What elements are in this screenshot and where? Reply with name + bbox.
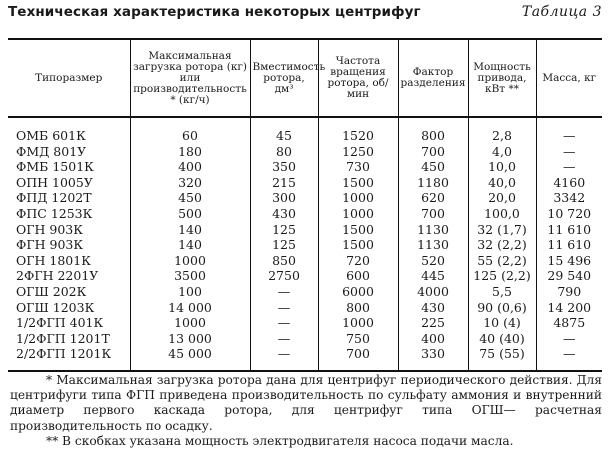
- cell-mass: 3342: [536, 190, 602, 206]
- col-header-capacity: Вместимость ротора, дм³: [250, 39, 318, 117]
- cell-separation-factor: 620: [398, 190, 468, 206]
- table-row: [8, 253, 602, 269]
- table-row: [8, 190, 602, 206]
- cell-mass: —: [536, 346, 602, 371]
- cell-type: 1/2ФГП 1201Т: [8, 331, 130, 347]
- document-title: Техническая характеристика некоторых центрифуг: [8, 4, 421, 20]
- table-row: [8, 268, 602, 284]
- cell-mass: 11 610: [536, 222, 602, 238]
- cell-type: ОГН 903К: [8, 222, 130, 238]
- cell-separation-factor: 520: [398, 253, 468, 269]
- col-header-rotation-speed: Частота вращения ротора, об/мин: [318, 39, 398, 117]
- cell-max-load: 400: [130, 159, 250, 175]
- cell-type: ФПС 1253К: [8, 206, 130, 222]
- cell-mass: 4160: [536, 175, 602, 191]
- table-row: [8, 222, 602, 238]
- table-row: [8, 284, 602, 300]
- cell-type: ФПД 1202Т: [8, 190, 130, 206]
- footnote-pump-power: ** В скобках указана мощность электродвигателя насоса подачи масла.: [46, 433, 514, 448]
- cell-rotation-speed: 1520: [318, 117, 398, 144]
- cell-rotation-speed: 1000: [318, 190, 398, 206]
- cell-mass: 14 200: [536, 300, 602, 316]
- cell-rotation-speed: 6000: [318, 284, 398, 300]
- cell-capacity: —: [250, 315, 318, 331]
- cell-rotation-speed: 1500: [318, 222, 398, 238]
- cell-drive-power: 75 (55): [468, 346, 536, 371]
- cell-capacity: —: [250, 331, 318, 347]
- cell-mass: —: [536, 117, 602, 144]
- cell-mass: 10 720: [536, 206, 602, 222]
- cell-max-load: 180: [130, 144, 250, 160]
- cell-max-load: 450: [130, 190, 250, 206]
- cell-type: ОПН 1005У: [8, 175, 130, 191]
- cell-capacity: 215: [250, 175, 318, 191]
- cell-drive-power: 20,0: [468, 190, 536, 206]
- cell-separation-factor: 430: [398, 300, 468, 316]
- cell-mass: 4875: [536, 315, 602, 331]
- cell-separation-factor: 330: [398, 346, 468, 371]
- cell-max-load: 1000: [130, 253, 250, 269]
- cell-capacity: 850: [250, 253, 318, 269]
- cell-separation-factor: 1130: [398, 222, 468, 238]
- cell-max-load: 500: [130, 206, 250, 222]
- cell-drive-power: 2,8: [468, 117, 536, 144]
- cell-type: ОГН 1801К: [8, 253, 130, 269]
- cell-drive-power: 40 (40): [468, 331, 536, 347]
- cell-separation-factor: 400: [398, 331, 468, 347]
- table-row: [8, 117, 602, 144]
- col-header-drive-power: Мощность привода, кВт **: [468, 39, 536, 117]
- table-row: [8, 175, 602, 191]
- cell-max-load: 140: [130, 222, 250, 238]
- cell-drive-power: 4,0: [468, 144, 536, 160]
- cell-drive-power: 40,0: [468, 175, 536, 191]
- cell-mass: 15 496: [536, 253, 602, 269]
- cell-max-load: 60: [130, 117, 250, 144]
- footnotes: [10, 373, 602, 449]
- cell-separation-factor: 800: [398, 117, 468, 144]
- cell-separation-factor: 4000: [398, 284, 468, 300]
- cell-type: ФГН 903К: [8, 237, 130, 253]
- cell-separation-factor: 1130: [398, 237, 468, 253]
- table-label: Таблица 3: [521, 4, 602, 20]
- cell-separation-factor: 450: [398, 159, 468, 175]
- cell-mass: 29 540: [536, 268, 602, 284]
- cell-max-load: 3500: [130, 268, 250, 284]
- centrifuge-spec-table: [8, 38, 602, 372]
- cell-type: 2ФГН 2201У: [8, 268, 130, 284]
- cell-max-load: 1000: [130, 315, 250, 331]
- col-header-max-load: Максимальная загрузка ротора (кг) или производительность * (кг/ч): [130, 39, 250, 117]
- col-header-type: Типоразмер: [8, 39, 130, 117]
- cell-type: ФМД 801У: [8, 144, 130, 160]
- table-row: [8, 206, 602, 222]
- cell-drive-power: 32 (2,2): [468, 237, 536, 253]
- table-row: [8, 315, 602, 331]
- cell-separation-factor: 700: [398, 206, 468, 222]
- cell-max-load: 320: [130, 175, 250, 191]
- cell-max-load: 100: [130, 284, 250, 300]
- cell-drive-power: 100,0: [468, 206, 536, 222]
- cell-type: 1/2ФГП 401К: [8, 315, 130, 331]
- col-header-mass: Масса, кг: [536, 39, 602, 117]
- cell-capacity: —: [250, 284, 318, 300]
- cell-mass: —: [536, 159, 602, 175]
- cell-drive-power: 10 (4): [468, 315, 536, 331]
- cell-rotation-speed: 600: [318, 268, 398, 284]
- cell-separation-factor: 445: [398, 268, 468, 284]
- table-row: [8, 300, 602, 316]
- cell-capacity: —: [250, 300, 318, 316]
- table-row: [8, 159, 602, 175]
- cell-separation-factor: 225: [398, 315, 468, 331]
- table-row: [8, 144, 602, 160]
- cell-capacity: 125: [250, 222, 318, 238]
- cell-max-load: 140: [130, 237, 250, 253]
- cell-rotation-speed: 1000: [318, 206, 398, 222]
- cell-max-load: 14 000: [130, 300, 250, 316]
- cell-type: ОМБ 601К: [8, 117, 130, 144]
- cell-mass: —: [536, 144, 602, 160]
- cell-mass: —: [536, 331, 602, 347]
- cell-capacity: 45: [250, 117, 318, 144]
- cell-rotation-speed: 800: [318, 300, 398, 316]
- table-row: [8, 346, 602, 371]
- cell-rotation-speed: 750: [318, 331, 398, 347]
- cell-rotation-speed: 1250: [318, 144, 398, 160]
- cell-capacity: 350: [250, 159, 318, 175]
- cell-rotation-speed: 1500: [318, 237, 398, 253]
- cell-mass: 790: [536, 284, 602, 300]
- cell-rotation-speed: 1000: [318, 315, 398, 331]
- cell-capacity: 80: [250, 144, 318, 160]
- table-row: [8, 237, 602, 253]
- table-body: [8, 117, 602, 371]
- cell-mass: 11 610: [536, 237, 602, 253]
- cell-rotation-speed: 730: [318, 159, 398, 175]
- cell-type: ФМБ 1501К: [8, 159, 130, 175]
- cell-drive-power: 10,0: [468, 159, 536, 175]
- cell-rotation-speed: 1500: [318, 175, 398, 191]
- cell-separation-factor: 700: [398, 144, 468, 160]
- cell-capacity: 2750: [250, 268, 318, 284]
- header-row: [8, 39, 602, 117]
- cell-type: ОГШ 202К: [8, 284, 130, 300]
- cell-drive-power: 55 (2,2): [468, 253, 536, 269]
- cell-capacity: 125: [250, 237, 318, 253]
- cell-capacity: 430: [250, 206, 318, 222]
- title-row: [8, 2, 604, 24]
- cell-type: 2/2ФГП 1201К: [8, 346, 130, 371]
- cell-drive-power: 32 (1,7): [468, 222, 536, 238]
- cell-drive-power: 5,5: [468, 284, 536, 300]
- cell-max-load: 13 000: [130, 331, 250, 347]
- col-header-separation-factor: Фактор разделения: [398, 39, 468, 117]
- cell-separation-factor: 1180: [398, 175, 468, 191]
- cell-type: ОГШ 1203К: [8, 300, 130, 316]
- cell-capacity: 300: [250, 190, 318, 206]
- cell-max-load: 45 000: [130, 346, 250, 371]
- cell-rotation-speed: 700: [318, 346, 398, 371]
- footnote-max-load: * Максимальная загрузка ротора дана для центрифуг периодического действия. Для центрифуги типа ФГП приведена производительность по сульфату аммония и внутренний диаметр первого каскада ротора, для центрифуг типа ОГШ— расчетная производительность по осадку.: [10, 373, 602, 433]
- cell-rotation-speed: 720: [318, 253, 398, 269]
- table-row: [8, 331, 602, 347]
- cell-drive-power: 125 (2,2): [468, 268, 536, 284]
- cell-capacity: —: [250, 346, 318, 371]
- cell-drive-power: 90 (0,6): [468, 300, 536, 316]
